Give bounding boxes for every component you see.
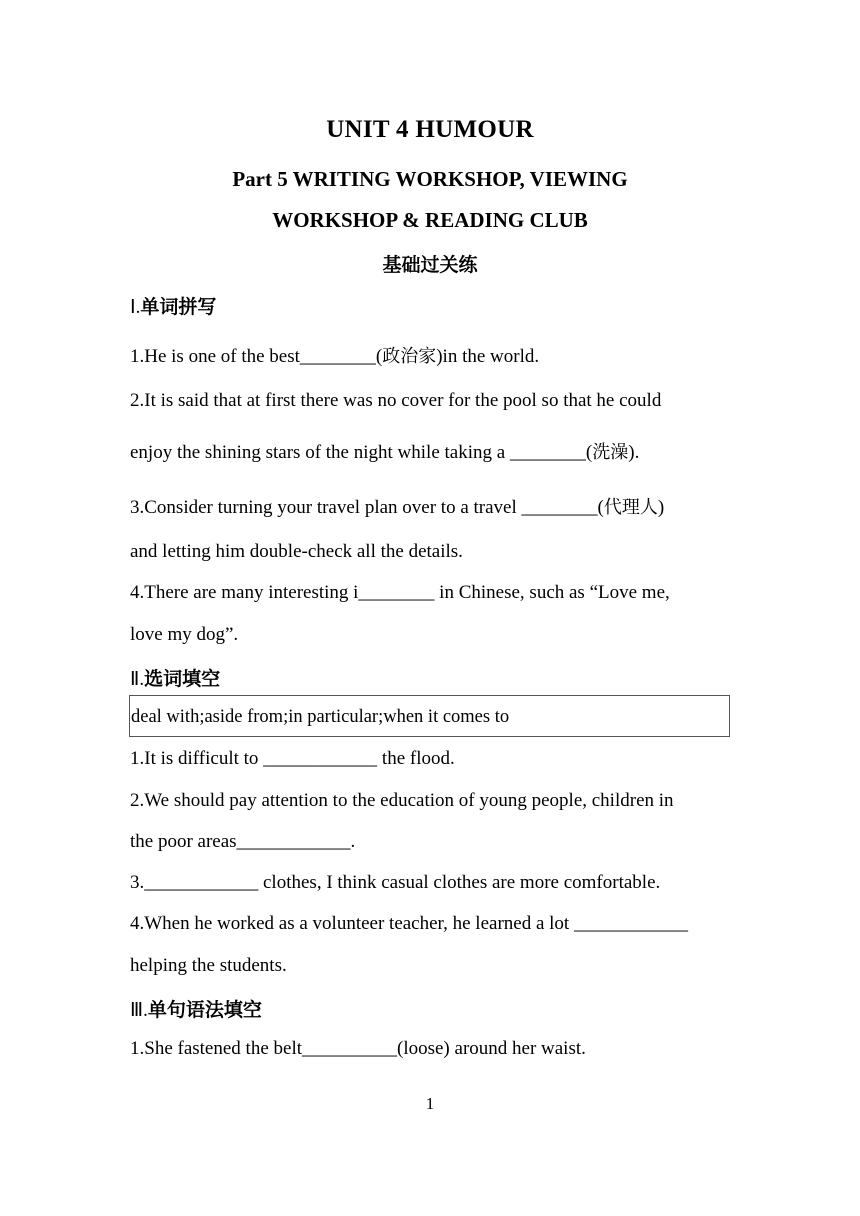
s1-q2-hint: 洗澡 (592, 442, 629, 463)
section-2-heading (130, 664, 220, 691)
s3-question-1: 1.She fastened the belt__________(loose) around her waist. (130, 1038, 586, 1059)
part-title-line-2: WORKSHOP & READING CLUB (272, 208, 588, 232)
s1-q2-text-a: enjoy the shining stars of the night while taking a ________( (130, 442, 593, 463)
s2-question-2-line-2: the poor areas____________. (130, 831, 356, 852)
s1-question-3-line-1 (130, 493, 664, 519)
part-title-line-1: Part 5 WRITING WORKSHOP, VIEWING (232, 167, 628, 191)
s1-question-4-line-2: love my dog”. (130, 624, 239, 645)
s1-question-4-line-1: 4.There are many interesting i________ in Chinese, such as “Love me, (130, 582, 670, 603)
s1-q1-text-a: 1.He is one of the best________( (130, 346, 383, 367)
exercise-subtitle: 基础过关练 (382, 254, 478, 276)
section-3-numeral: Ⅲ. (130, 1000, 148, 1021)
section-1-numeral: Ⅰ. (130, 297, 141, 318)
section-2-title: 选词填空 (144, 668, 221, 690)
s2-question-4-line-2: helping the students. (130, 955, 287, 976)
s2-question-4-line-1: 4.When he worked as a volunteer teacher, he learned a lot ____________ (130, 913, 688, 934)
section-1-title: 单词拼写 (140, 296, 217, 318)
s1-question-2-line-2 (130, 438, 639, 464)
s2-question-3: 3.____________ clothes, I think casual clothes are more comfortable. (130, 872, 661, 893)
s1-question-3-line-2: and letting him double-check all the details. (130, 541, 463, 562)
section-3-title: 单句语法填空 (147, 999, 262, 1021)
s1-q1-text-b: )in the world. (436, 346, 540, 367)
s2-question-2-line-1: 2.We should pay attention to the education of young people, children in (130, 790, 674, 811)
section-2-numeral: Ⅱ. (130, 669, 145, 690)
s1-q2-text-b: ). (628, 442, 640, 463)
word-bank-box (129, 695, 730, 737)
section-1-heading (130, 292, 216, 319)
page-number: 1 (425, 1094, 435, 1113)
word-bank-text: deal with;aside from;in particular;when it comes to (131, 707, 510, 727)
section-3-heading (130, 995, 262, 1022)
s1-q3-text-b: ) (657, 497, 665, 518)
s1-question-1 (130, 342, 539, 368)
s2-question-1: 1.It is difficult to ____________ the flood. (130, 748, 455, 769)
s1-q3-hint: 代理人 (603, 497, 658, 518)
s1-q1-hint: 政治家 (382, 346, 437, 367)
unit-title: UNIT 4 HUMOUR (326, 116, 534, 143)
s1-question-2-line-1: 2.It is said that at first there was no cover for the pool so that he could (130, 390, 662, 411)
s1-q3-text-a: 3.Consider turning your travel plan over to a travel ________( (130, 497, 604, 518)
